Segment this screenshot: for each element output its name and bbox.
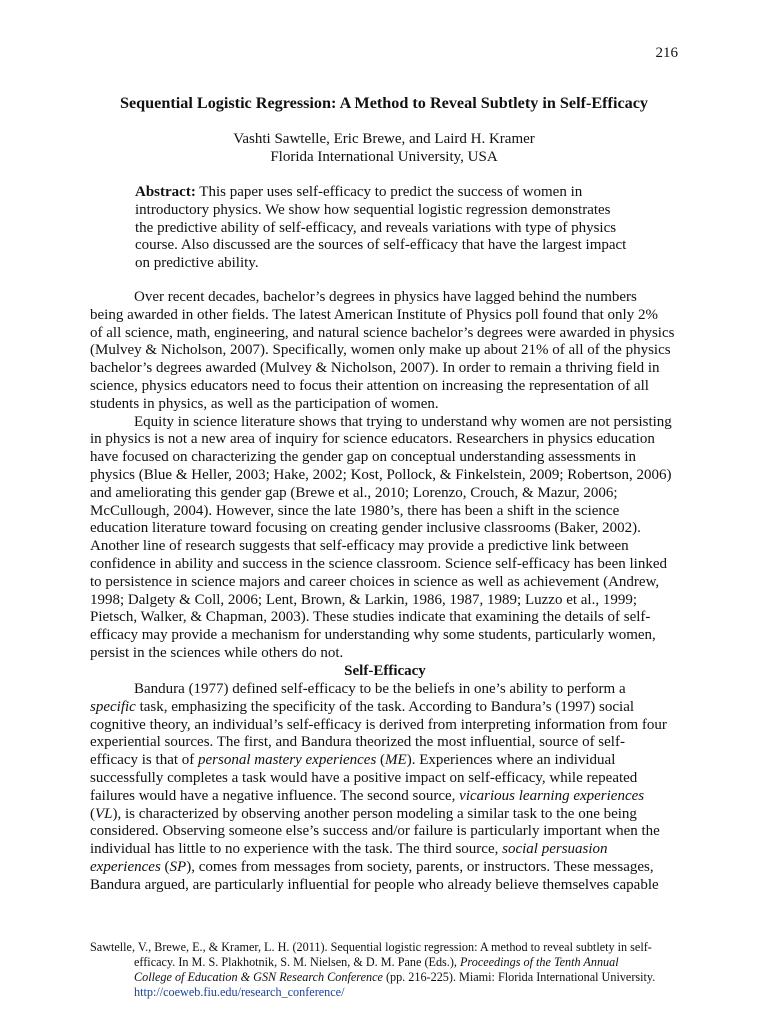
citation-line: Sawtelle, V., Brewe, E., & Kramer, L. H. (2011). Sequential logistic regression: A method to reveal subtlety in self- xyxy=(90,940,652,954)
paragraph-line xyxy=(90,788,680,806)
body-text xyxy=(90,289,680,894)
abstract-text: on predictive ability. xyxy=(135,255,259,272)
authors: Vashti Sawtelle, Eric Brewe, and Laird H. Kramer xyxy=(233,131,535,147)
text-span: (pp. 216-225). Miami: Florida International University. xyxy=(382,970,656,984)
paragraph-line: of all science, math, engineering, and natural science bachelor’s degrees were awarded in physics xyxy=(90,324,675,341)
text-span: ( xyxy=(90,805,95,822)
abstract xyxy=(135,183,645,272)
text-span: ), comes from messages from society, parents, or instructors. These messages, xyxy=(186,858,654,875)
paragraph-line: education literature toward focusing on creating gender inclusive classrooms (Baker, 2002). xyxy=(90,520,641,537)
italic-term: personal mastery experiences xyxy=(198,752,377,769)
paragraph-line xyxy=(90,699,680,717)
paragraph-line: students in physics, as well as the participation of women. xyxy=(90,395,439,412)
abstract-text: course. Also discussed are the sources of self-efficacy that have the largest impact xyxy=(135,237,627,254)
italic-term: Proceedings of the Tenth Annual xyxy=(459,955,619,969)
text-span: ( xyxy=(376,752,386,769)
text-span: ), is characterized by observing another person modeling a similar task to the one being xyxy=(112,805,637,822)
text-span: failures would have a negative influence. The second source, xyxy=(90,787,460,804)
paragraph-line: Over recent decades, bachelor’s degrees in physics have lagged behind the numbers xyxy=(134,289,637,305)
abstract-text: introductory physics. We show how sequential logistic regression demonstrates xyxy=(135,201,611,218)
paragraph-line: considered. Observing someone else’s success and/or failure is particularly important when the xyxy=(90,823,660,840)
paragraph-line: Bandura (1977) defined self-efficacy to be the beliefs in one’s ability to perform a xyxy=(134,680,626,697)
text-span: ). Experiences where an individual xyxy=(406,752,616,769)
paragraph-line: efficacy may provide a mechanism for understanding why some students, particularly women, xyxy=(90,627,656,644)
citation-line xyxy=(90,970,690,985)
italic-term: experiences xyxy=(90,858,161,875)
paragraph-line: physics (Blue & Heller, 2003; Hake, 2002; Kost, Pollock, & Finkelstein, 2009; Robertson, 2006) xyxy=(90,466,672,483)
text-span: efficacy. In M. S. Plakhotnik, S. M. Nielsen, & D. M. Pane (Eds.), xyxy=(134,955,460,969)
abstract-label: Abstract: xyxy=(135,184,196,200)
paragraph-line: persist in the sciences while others do not. xyxy=(90,644,344,661)
citation-line xyxy=(90,955,690,970)
italic-term: social persuasion xyxy=(502,841,608,858)
italic-term: SP xyxy=(169,858,187,875)
paragraph-line: successfully completes a task would have a positive impact on self-efficacy, while repeated xyxy=(90,769,638,786)
italic-term: vicarious learning experiences xyxy=(459,787,645,804)
text-span: efficacy is that of xyxy=(90,752,199,769)
italic-term: specific xyxy=(90,698,136,715)
text-span: ( xyxy=(160,858,170,875)
italic-term: College of Education & GSN Research Conference xyxy=(134,970,383,984)
paragraph-line xyxy=(90,841,680,859)
paper-title: Sequential Logistic Regression: A Method to Reveal Subtlety in Self-Efficacy xyxy=(119,94,648,112)
text-span: individual has little to no experience with the task. The third source, xyxy=(90,841,503,858)
paragraph-line xyxy=(90,752,680,770)
paragraph-line: confidence in ability and success in the science classroom. Science self-efficacy has been linked xyxy=(90,555,667,572)
paragraph-line: have focused on characterizing the gender gap on conceptual understanding assessments in xyxy=(90,449,637,466)
abstract-text: This paper uses self-efficacy to predict the success of women in xyxy=(195,184,583,200)
paragraph-line: to persistence in science majors and career choices in science as well as achievement (Andrew, xyxy=(90,573,660,590)
citation-line xyxy=(90,985,690,1000)
paragraph-line xyxy=(90,859,680,877)
author-block xyxy=(0,130,768,166)
paragraph-line: experiential sources. The first, and Bandura theorized the most influential, source of self- xyxy=(90,734,625,751)
citation-footer xyxy=(90,940,690,1000)
paragraph-line: 1998; Dalgety & Coll, 2006; Lent, Brown, & Larkin, 1986, 1987, 1989; Luzzo et al., 1999; xyxy=(90,591,638,608)
paragraph-line: Equity in science literature shows that trying to understand why women are not persisting xyxy=(134,413,672,430)
paragraph-line: Pietsch, Walker, & Chapman, 2003). These studies indicate that examining the details of self- xyxy=(90,609,651,626)
paragraph-line: cognitive theory, an individual’s self-efficacy is derived from interpreting information from four xyxy=(90,716,667,733)
paragraph-line: (Mulvey & Nicholson, 2007). Specifically, women only make up about 21% of all of the physics xyxy=(90,342,671,359)
paragraph-line: Another line of research suggests that self-efficacy may provide a predictive link between xyxy=(90,538,629,555)
page-number: 216 xyxy=(655,45,678,61)
abstract-text: the predictive ability of self-efficacy, and reveals variations with type of physics xyxy=(135,219,617,236)
italic-term: ME xyxy=(385,752,407,769)
paragraph-line xyxy=(90,806,680,824)
italic-term: VL xyxy=(95,805,113,822)
paragraph-line: and ameliorating this gender gap (Brewe et al., 2010; Lorenzo, Crouch, & Mazur, 2006; xyxy=(90,484,618,501)
paragraph-line: science, physics educators need to focus their attention on increasing the representation of all xyxy=(90,377,649,394)
affiliation: Florida International University, USA xyxy=(270,149,498,165)
paragraph-line: in physics is not a new area of inquiry for science educators. Researchers in physics education xyxy=(90,431,655,448)
paragraph-line: bachelor’s degrees awarded (Mulvey & Nicholson, 2007). In order to remain a thriving field in xyxy=(90,360,660,377)
conference-url-link[interactable]: http://coeweb.fiu.edu/research_conference/ xyxy=(134,985,345,999)
section-heading: Self-Efficacy xyxy=(344,662,426,679)
text-span: task, emphasizing the specificity of the task. According to Bandura’s (1997) social xyxy=(135,698,635,715)
paragraph-line: Bandura argued, are particularly influential for people who already believe themselves capable xyxy=(90,876,659,893)
paragraph-line: McCullough, 2004). However, since the late 1980’s, there has been a shift in the science xyxy=(90,502,620,519)
paragraph-line: being awarded in other fields. The latest American Institute of Physics poll found that only 2% xyxy=(90,306,658,323)
